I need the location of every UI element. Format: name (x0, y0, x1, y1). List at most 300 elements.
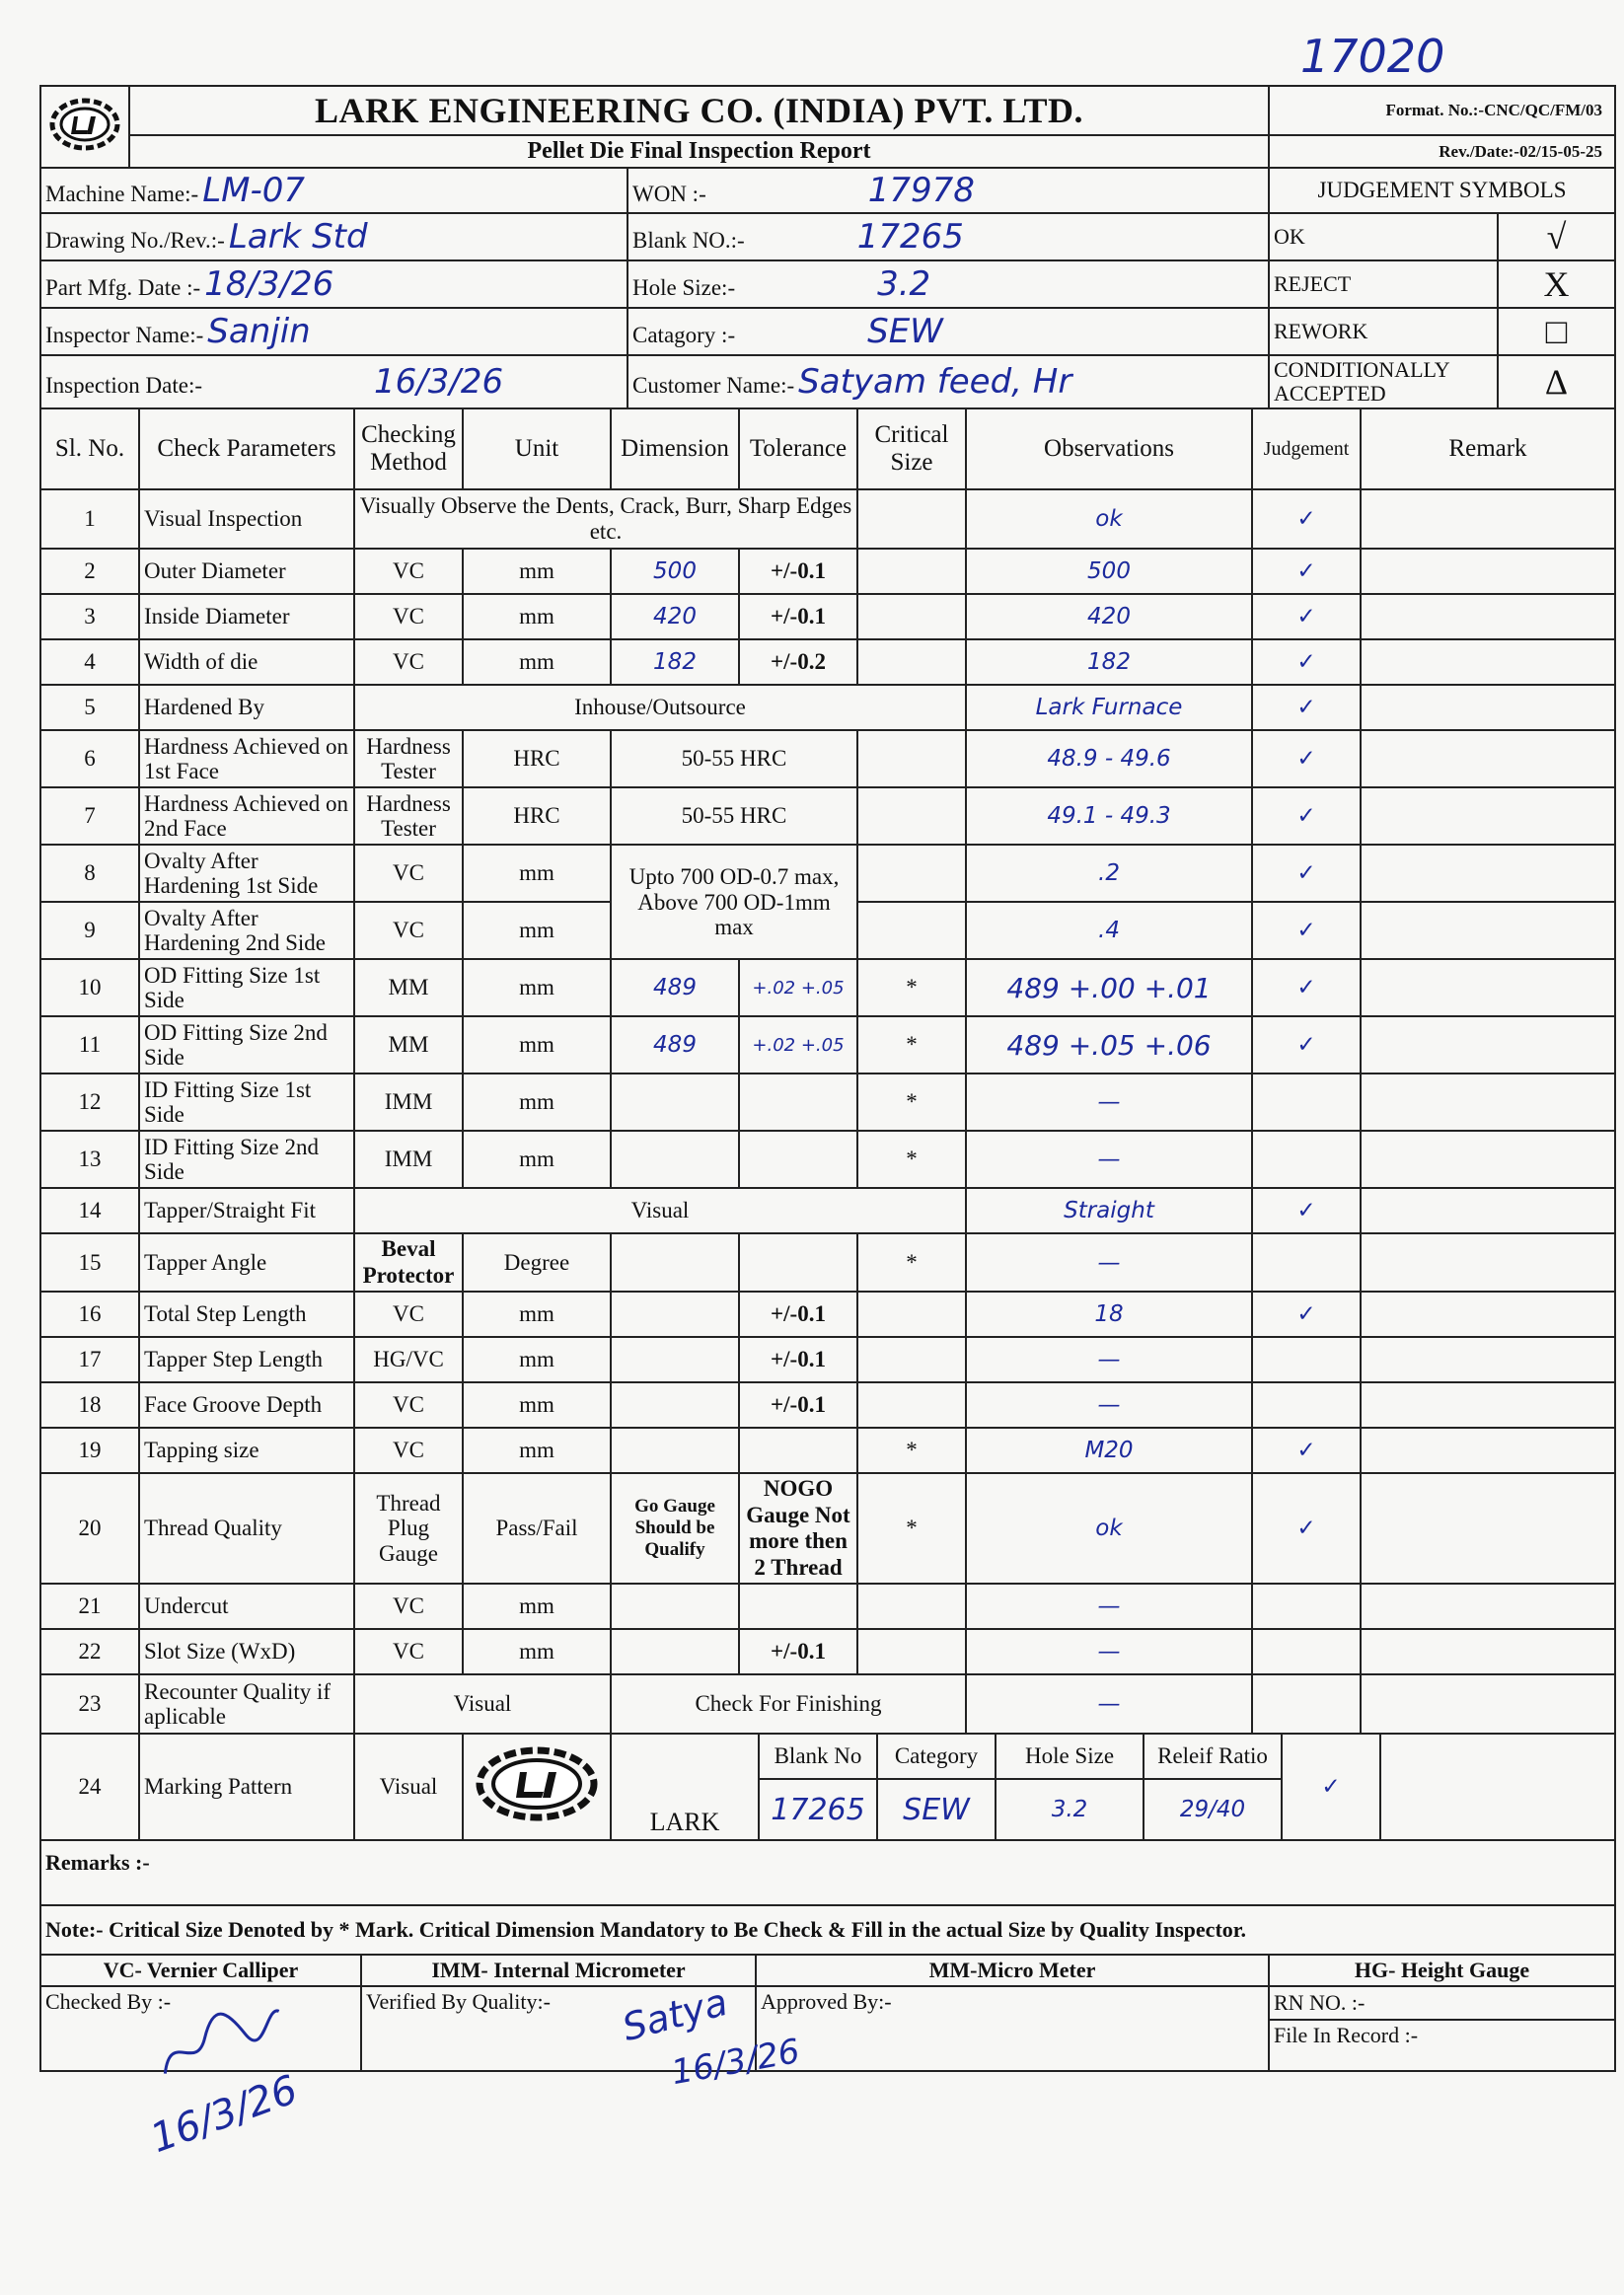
row-observation: — (966, 1131, 1252, 1188)
row-judgement (1252, 1629, 1361, 1674)
row-method: Hardness Tester (354, 730, 463, 787)
remarks-label: Remarks :- (40, 1840, 1615, 1884)
row-unit: mm (463, 1073, 611, 1131)
verified-by-signature: Satya (618, 1979, 732, 2050)
marking-lark-text: LARK (611, 1734, 759, 1840)
symbol-label-conditionally-accepted: CONDITIONALLY ACCEPTED (1269, 355, 1498, 408)
row-unit: mm (463, 639, 611, 685)
row-observation: — (966, 1584, 1252, 1629)
row-tolerance (739, 1428, 857, 1473)
drawing-field: Drawing No./Rev.:- Lark Std (40, 213, 627, 260)
row-tolerance: +/-0.1 (739, 1382, 857, 1428)
legend-imm: IMM- Internal Micrometer (361, 1955, 756, 1986)
hole-size-value: 3.2 (877, 264, 931, 304)
col-remark: Remark (1361, 408, 1615, 489)
machine-name-field: Machine Name:- LM-07 (40, 168, 627, 213)
row-unit: mm (463, 1428, 611, 1473)
drawing-value: Lark Std (228, 217, 368, 257)
inspector-name-field: Inspector Name:- Sanjin (40, 308, 627, 355)
row-critical: * (857, 1473, 966, 1584)
legend-hg: HG- Height Gauge (1269, 1955, 1615, 1986)
row-method: VC (354, 1629, 463, 1674)
row-param: Hardness Achieved on 1st Face (139, 730, 354, 787)
row-method: Visual (354, 1734, 463, 1840)
row-dimension (611, 1382, 739, 1428)
row-observation: — (966, 1629, 1252, 1674)
row-param: Undercut (139, 1584, 354, 1629)
row-dimension (611, 1584, 739, 1629)
handwritten-serial-number: 17020 (1300, 30, 1445, 83)
symbol-conditionally-accepted: Δ (1498, 355, 1615, 408)
row-remark (1361, 639, 1615, 685)
approved-by-label: Approved By:- (761, 1989, 892, 2014)
row-param: Tapper Step Length (139, 1337, 354, 1382)
row-sl: 1 (40, 489, 139, 549)
row-method: MM (354, 1016, 463, 1073)
report-header (39, 85, 1616, 169)
row-sl: 10 (40, 959, 139, 1016)
category-value: SEW (867, 312, 943, 351)
row-sl: 7 (40, 787, 139, 845)
row-critical (857, 1337, 966, 1382)
row-judgement: ✓ (1252, 787, 1361, 845)
row-unit: mm (463, 1337, 611, 1382)
lark-gear-logo-icon (473, 1744, 601, 1823)
row-sl: 21 (40, 1584, 139, 1629)
row-param: ID Fitting Size 2nd Side (139, 1131, 354, 1188)
row-observation: M20 (966, 1428, 1252, 1473)
row-tolerance (739, 1073, 857, 1131)
row-critical: * (857, 1073, 966, 1131)
table-row (40, 1337, 1615, 1382)
symbol-ok: √ (1498, 213, 1615, 260)
row-critical: * (857, 959, 966, 1016)
row-sl: 8 (40, 845, 139, 902)
row-observation: — (966, 1674, 1252, 1734)
row-span-instruction: Visually Observe the Dents, Crack, Burr, Sharp Edges etc. (354, 489, 857, 549)
row-param: OD Fitting Size 2nd Side (139, 1016, 354, 1073)
file-in-record-label: File In Record :- (1269, 2020, 1615, 2071)
row-critical (857, 594, 966, 639)
row-method: Beval Protector (354, 1233, 463, 1292)
marking-category-label: Category (877, 1734, 996, 1779)
row-judgement: ✓ (1252, 1292, 1361, 1337)
table-row (40, 1473, 1615, 1584)
row-observation: .4 (966, 902, 1252, 959)
row-sl: 16 (40, 1292, 139, 1337)
table-row (40, 1188, 1615, 1233)
row-remark (1380, 1734, 1615, 1840)
row-sl: 5 (40, 685, 139, 730)
table-row (40, 1131, 1615, 1188)
table-row (40, 489, 1615, 549)
row-param: Marking Pattern (139, 1734, 354, 1840)
row-judgement: ✓ (1252, 902, 1361, 959)
won-field: WON :- 17978 (627, 168, 1269, 213)
row-critical: * (857, 1233, 966, 1292)
row-observation: 48.9 - 49.6 (966, 730, 1252, 787)
company-logo (40, 86, 129, 168)
row-param: Thread Quality (139, 1473, 354, 1584)
row-tolerance: +/-0.1 (739, 549, 857, 594)
approved-by-cell (756, 1986, 1269, 2071)
checked-by-signature-date: 16/3/26 (144, 2067, 304, 2162)
row-sl: 24 (40, 1734, 139, 1840)
row-critical (857, 1629, 966, 1674)
row-dimension-tolerance: 50-55 HRC (611, 787, 857, 845)
row-param: Total Step Length (139, 1292, 354, 1337)
row-observation: — (966, 1233, 1252, 1292)
row-judgement (1252, 1674, 1361, 1734)
row-dimension (611, 1073, 739, 1131)
row-unit: mm (463, 549, 611, 594)
row-dimension (611, 1233, 739, 1292)
row-method: VC (354, 902, 463, 959)
row-unit: mm (463, 594, 611, 639)
symbol-label-rework: REWORK (1269, 308, 1498, 355)
row-unit: mm (463, 959, 611, 1016)
row-param: Ovalty After Hardening 2nd Side (139, 902, 354, 959)
row-tolerance: +.02 +.05 (739, 959, 857, 1016)
hole-size-field: Hole Size:- 3.2 (627, 260, 1269, 308)
row-critical (857, 902, 966, 959)
row-method: VC (354, 1428, 463, 1473)
report-fields (39, 167, 1616, 409)
row-method: VC (354, 639, 463, 685)
symbol-rework: □ (1498, 308, 1615, 355)
row-param: Width of die (139, 639, 354, 685)
row-remark (1361, 730, 1615, 787)
marking-blank-no-label: Blank No (759, 1734, 877, 1779)
marking-logo (463, 1734, 611, 1840)
marking-relief-value: 29/40 (1144, 1779, 1282, 1840)
row-method: Hardness Tester (354, 787, 463, 845)
row-judgement: ✓ (1282, 1734, 1380, 1840)
row-dimension: Go Gauge Should be Qualify (611, 1473, 739, 1584)
row-unit: mm (463, 1292, 611, 1337)
col-sl-no: Sl. No. (40, 408, 139, 489)
row-remark (1361, 1337, 1615, 1382)
row-judgement: ✓ (1252, 1016, 1361, 1073)
row-critical (857, 845, 966, 902)
symbol-label-ok: OK (1269, 213, 1498, 260)
row-method: VC (354, 549, 463, 594)
col-observations: Observations (966, 408, 1252, 489)
col-checking-method: Checking Method (354, 408, 463, 489)
row-sl: 19 (40, 1428, 139, 1473)
table-row (40, 549, 1615, 594)
blank-no-value: 17265 (856, 217, 964, 257)
table-row (40, 1629, 1615, 1674)
row-param: Ovalty After Hardening 1st Side (139, 845, 354, 902)
critical-size-note: Note:- Critical Size Denoted by * Mark. Critical Dimension Mandatory to Be Check & Fill in the actual Size by Quality Inspector. (40, 1905, 1615, 1955)
row-sl: 20 (40, 1473, 139, 1584)
row-unit: HRC (463, 787, 611, 845)
col-critical-size: Critical Size (857, 408, 966, 489)
row-judgement: ✓ (1252, 549, 1361, 594)
row-tolerance: NOGO Gauge Not more then 2 Thread (739, 1473, 857, 1584)
table-row (40, 1428, 1615, 1473)
row-critical: * (857, 1016, 966, 1073)
row-tolerance: +/-0.1 (739, 1337, 857, 1382)
revision-date: Rev./Date:-02/15-05-25 (1269, 135, 1615, 168)
marking-relief-label: Releif Ratio (1144, 1734, 1282, 1779)
inspection-date-value: 16/3/26 (374, 362, 504, 403)
row-method: IMM (354, 1073, 463, 1131)
row-remark (1361, 685, 1615, 730)
row-dimension: 500 (611, 549, 739, 594)
table-row (40, 1073, 1615, 1131)
row-dimension: 489 (611, 959, 739, 1016)
row-tolerance (739, 1131, 857, 1188)
blank-no-field: Blank NO.:- 17265 (627, 213, 1269, 260)
row-remark (1361, 902, 1615, 959)
row-tolerance (739, 1584, 857, 1629)
row-critical (857, 787, 966, 845)
row-method: VC (354, 1292, 463, 1337)
row-judgement (1252, 1233, 1361, 1292)
row-critical (857, 1382, 966, 1428)
table-row (40, 1674, 1615, 1734)
row-tolerance: +/-0.2 (739, 639, 857, 685)
row-unit: Pass/Fail (463, 1473, 611, 1584)
row-remark (1361, 594, 1615, 639)
row-dimension (611, 1292, 739, 1337)
table-row (40, 787, 1615, 845)
won-value: 17978 (867, 171, 975, 210)
row-critical (857, 730, 966, 787)
row-remark (1361, 1292, 1615, 1337)
row-param: OD Fitting Size 1st Side (139, 959, 354, 1016)
row-judgement (1252, 1584, 1361, 1629)
row-param: Visual Inspection (139, 489, 354, 549)
row-unit: mm (463, 1016, 611, 1073)
row-unit: mm (463, 845, 611, 902)
row-tolerance (739, 1233, 857, 1292)
row-critical (857, 1292, 966, 1337)
row-method: HG/VC (354, 1337, 463, 1382)
row-unit: HRC (463, 730, 611, 787)
row-sl: 3 (40, 594, 139, 639)
row-dimension-tolerance: 50-55 HRC (611, 730, 857, 787)
row-span-instruction: Visual (354, 1188, 966, 1233)
marking-hole-size-label: Hole Size (996, 1734, 1144, 1779)
row-tolerance: +.02 +.05 (739, 1016, 857, 1073)
row-remark (1361, 1382, 1615, 1428)
symbol-label-reject: REJECT (1269, 260, 1498, 308)
row-remark (1361, 1188, 1615, 1233)
row-param: Tapper/Straight Fit (139, 1188, 354, 1233)
row-param: Recounter Quality if aplicable (139, 1674, 354, 1734)
row-dimension: 489 (611, 1016, 739, 1073)
col-tolerance: Tolerance (739, 408, 857, 489)
row-sl: 11 (40, 1016, 139, 1073)
row-remark (1361, 489, 1615, 549)
row-finishing-check: Check For Finishing (611, 1674, 966, 1734)
table-row (40, 685, 1615, 730)
verified-by-signature-date: 16/3/26 (668, 2031, 803, 2094)
row-method: IMM (354, 1131, 463, 1188)
row-method: MM (354, 959, 463, 1016)
row-judgement: ✓ (1252, 1473, 1361, 1584)
legend-mm: MM-Micro Meter (756, 1955, 1269, 1986)
row-observation: Straight (966, 1188, 1252, 1233)
symbol-reject: X (1498, 260, 1615, 308)
row-judgement: ✓ (1252, 639, 1361, 685)
row-sl: 2 (40, 549, 139, 594)
row-judgement: ✓ (1252, 845, 1361, 902)
check-parameters-table (39, 407, 1616, 1735)
part-mfg-date-field: Part Mfg. Date :- 18/3/26 (40, 260, 627, 308)
col-dimension: Dimension (611, 408, 739, 489)
row-judgement (1252, 1131, 1361, 1188)
format-number: Format. No.:-CNC/QC/FM/03 (1269, 86, 1615, 135)
row-observation: — (966, 1337, 1252, 1382)
row-param: Face Groove Depth (139, 1382, 354, 1428)
table-row (40, 639, 1615, 685)
row-param: Slot Size (WxD) (139, 1629, 354, 1674)
row-param: Hardened By (139, 685, 354, 730)
row-param: Outer Diameter (139, 549, 354, 594)
row-observation: 420 (966, 594, 1252, 639)
row-observation: ok (966, 1473, 1252, 1584)
row-judgement: ✓ (1252, 730, 1361, 787)
report-title: Pellet Die Final Inspection Report (129, 135, 1269, 168)
row-remark (1361, 845, 1615, 902)
table-row (40, 1584, 1615, 1629)
row-observation: Lark Furnace (966, 685, 1252, 730)
row-judgement: ✓ (1252, 1188, 1361, 1233)
row-sl: 4 (40, 639, 139, 685)
row-remark (1361, 1016, 1615, 1073)
table-row (40, 1292, 1615, 1337)
col-judgement: Judgement (1252, 408, 1361, 489)
row-sl: 15 (40, 1233, 139, 1292)
machine-name-value: LM-07 (202, 171, 305, 210)
row-remark (1361, 1473, 1615, 1584)
row-observation: 18 (966, 1292, 1252, 1337)
table-row (40, 594, 1615, 639)
row-remark (1361, 1674, 1615, 1734)
row-remark (1361, 1584, 1615, 1629)
row-remark (1361, 1233, 1615, 1292)
marking-pattern-table (39, 1733, 1616, 1841)
row-dimension (611, 1131, 739, 1188)
row-observation: — (966, 1073, 1252, 1131)
table-row (40, 1016, 1615, 1073)
table-row (40, 1233, 1615, 1292)
inspector-name-value: Sanjin (207, 312, 311, 351)
row-judgement: ✓ (1252, 685, 1361, 730)
customer-name-value: Satyam feed, Hr (798, 362, 1072, 403)
row-judgement (1252, 1382, 1361, 1428)
row-tolerance: +/-0.1 (739, 1629, 857, 1674)
row-tolerance: +/-0.1 (739, 1292, 857, 1337)
row-critical (857, 639, 966, 685)
row-dimension: 420 (611, 594, 739, 639)
row-remark (1361, 1073, 1615, 1131)
row-dimension (611, 1428, 739, 1473)
table-row (40, 959, 1615, 1016)
row-remark (1361, 1131, 1615, 1188)
row-dimension (611, 1629, 739, 1674)
row-judgement: ✓ (1252, 594, 1361, 639)
row-sl: 17 (40, 1337, 139, 1382)
row-sl: 22 (40, 1629, 139, 1674)
category-field: Catagory :- SEW (627, 308, 1269, 355)
row-tolerance: +/-0.1 (739, 594, 857, 639)
row-unit: Degree (463, 1233, 611, 1292)
row-method: Thread Plug Gauge (354, 1473, 463, 1584)
rn-no-label: RN NO. :- (1269, 1986, 1615, 2020)
judgement-symbols-title: JUDGEMENT SYMBOLS (1269, 168, 1615, 213)
row-method: VC (354, 1382, 463, 1428)
row-sl: 9 (40, 902, 139, 959)
inspection-date-field: Inspection Date:- 16/3/26 (40, 355, 627, 408)
row-span-instruction: Inhouse/Outsource (354, 685, 966, 730)
lark-gear-logo-icon (48, 97, 121, 152)
table-header-row (40, 408, 1615, 489)
verified-by-label: Verified By Quality:- (366, 1989, 551, 2014)
row-sl: 14 (40, 1188, 139, 1233)
row-sl: 6 (40, 730, 139, 787)
row-param: Tapper Angle (139, 1233, 354, 1292)
row-judgement (1252, 1073, 1361, 1131)
row-judgement (1252, 1337, 1361, 1382)
checked-by-label: Checked By :- (45, 1989, 172, 2014)
inspection-report-sheet (39, 85, 1614, 2068)
row-unit: mm (463, 1382, 611, 1428)
row-method: VC (354, 845, 463, 902)
company-name: LARK ENGINEERING CO. (INDIA) PVT. LTD. (129, 86, 1269, 135)
row-judgement: ✓ (1252, 1428, 1361, 1473)
row-observation: .2 (966, 845, 1252, 902)
row-dimension (611, 1337, 739, 1382)
marking-blank-no-value: 17265 (759, 1779, 877, 1840)
customer-name-field: Customer Name:- Satyam feed, Hr (627, 355, 1269, 408)
row-unit: mm (463, 1629, 611, 1674)
row-unit: mm (463, 1131, 611, 1188)
row-observation: 49.1 - 49.3 (966, 787, 1252, 845)
row-observation: 500 (966, 549, 1252, 594)
table-row (40, 1382, 1615, 1428)
row-sl: 18 (40, 1382, 139, 1428)
row-unit: mm (463, 1584, 611, 1629)
col-check-parameters: Check Parameters (139, 408, 354, 489)
row-method: Visual (354, 1674, 611, 1734)
table-row (40, 730, 1615, 787)
marking-category-value: SEW (877, 1779, 996, 1840)
row-sl: 13 (40, 1131, 139, 1188)
row-observation: 489 +.00 +.01 (966, 959, 1252, 1016)
row-method: VC (354, 594, 463, 639)
table-row (40, 845, 1615, 902)
row-critical (857, 1584, 966, 1629)
row-method: VC (354, 1584, 463, 1629)
row-sl: 23 (40, 1674, 139, 1734)
row-critical: * (857, 1131, 966, 1188)
col-unit: Unit (463, 408, 611, 489)
legend-vc: VC- Vernier Calliper (40, 1955, 361, 1986)
row-observation: — (966, 1382, 1252, 1428)
row-observation: 182 (966, 639, 1252, 685)
row-observation: ok (966, 489, 1252, 549)
row-param: Tapping size (139, 1428, 354, 1473)
row-param: Inside Diameter (139, 594, 354, 639)
row-unit: mm (463, 902, 611, 959)
row-sl: 12 (40, 1073, 139, 1131)
row-judgement: ✓ (1252, 489, 1361, 549)
